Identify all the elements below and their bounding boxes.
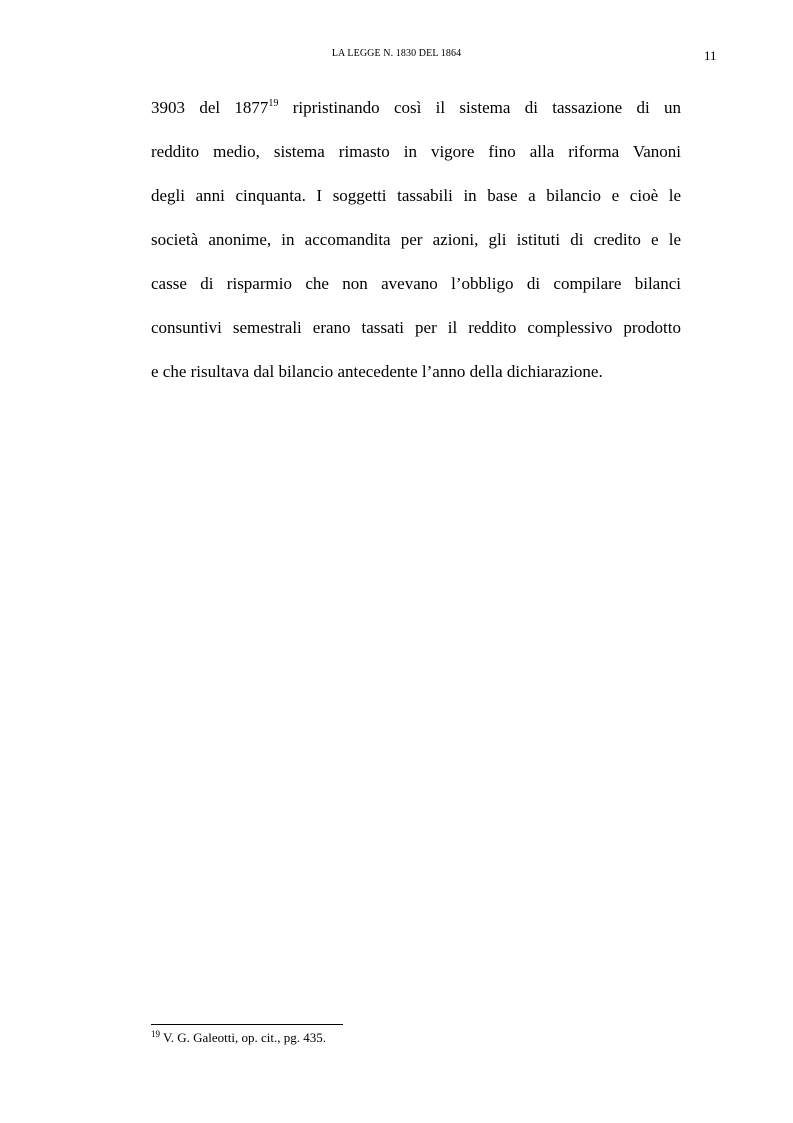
paragraph-line: casse di risparmio che non avevano l’obbligo di compilare bilanci <box>151 274 681 293</box>
body-paragraph <box>151 86 681 394</box>
footnote <box>151 1030 326 1046</box>
footnote-separator <box>151 1024 343 1025</box>
footnote-number: 19 <box>151 1029 160 1039</box>
footnote-reference[interactable]: 19 <box>268 98 279 109</box>
footnote-text: V. G. Galeotti, op. cit., pg. 435. <box>160 1030 326 1045</box>
paragraph-line: e che risultava dal bilancio antecedente l’anno della dichiarazione. <box>151 362 603 381</box>
paragraph-line: società anonime, in accomandita per azioni, gli istituti di credito e le <box>151 230 681 249</box>
paragraph-text: ripristinando così il sistema di tassazione di un <box>278 98 681 117</box>
running-header: LA LEGGE N. 1830 DEL 1864 <box>331 48 462 59</box>
paragraph-line: reddito medio, sistema rimasto in vigore fino alla riforma Vanoni <box>151 142 681 161</box>
paragraph-line: degli anni cinquanta. I soggetti tassabili in base a bilancio e cioè le <box>151 186 681 205</box>
paragraph-line <box>151 86 681 130</box>
paragraph-text: 3903 del 1877 <box>151 98 269 117</box>
paragraph-line: consuntivi semestrali erano tassati per il reddito complessivo prodotto <box>151 318 681 337</box>
page-number: 11 <box>704 48 717 63</box>
